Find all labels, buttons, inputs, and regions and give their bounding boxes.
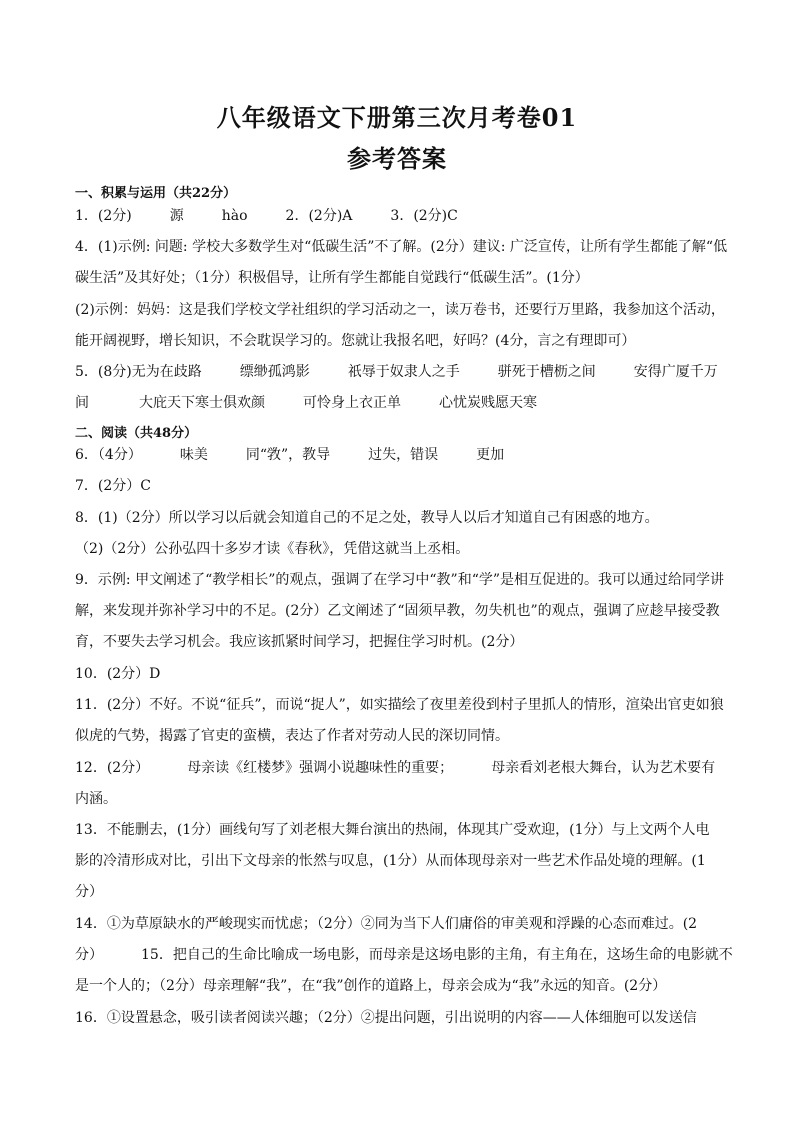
answer-1-3 xyxy=(75,206,735,226)
answer-5-row2 xyxy=(75,393,735,413)
q5-item: 心忧炭贱愿天寒 xyxy=(439,395,537,411)
answer-15-line: 是一个人的；（2分）母亲理解“我”，在“我”创作的道路上，母亲会成为“我”永远的知音。(2分） xyxy=(75,978,667,994)
q5-item: 大庇天下寒士俱欢颜 xyxy=(139,395,265,411)
q5-item: 祇辱于奴隶人之手 xyxy=(347,364,460,380)
q5-label: 5．(8分) xyxy=(75,364,132,380)
answer-9-line: 解，来发现并弥补学习中的不足。(2分）乙文阐述了“固须早教，勿失机也”的观点，强调了应趁早接受教 xyxy=(75,603,720,619)
answer-6 xyxy=(75,445,735,465)
answer-13-line: 13．不能删去，(1分）画线句写了刘老根大舞台演出的热闹，体现其广受欢迎，(1分）与上文两个人电 xyxy=(75,822,710,838)
section-heading-1: 一、积累与运用（共22分） xyxy=(75,186,237,201)
answer-5-row1 xyxy=(75,362,735,382)
q2-answer: 2．(2分)A xyxy=(285,208,353,224)
answer-7: 7．(2分）C xyxy=(75,478,151,494)
q6-item: 味美 xyxy=(179,447,208,463)
q5-item: 缥缈孤鸿影 xyxy=(239,364,310,380)
answer-16-line: 16．①设置悬念，吸引读者阅读兴趣；（2分）②提出问题，引出说明的内容——人体细胞可以发送信 xyxy=(75,1010,697,1026)
answer-9-line: 育，不要失去学习机会。我应该抓紧时间学习，把握住学习时机。(2分） xyxy=(75,634,524,650)
q12-answer-a: 母亲读《红楼梦》强调小说趣味性的重要； xyxy=(187,760,454,776)
answer-13-line: 分） xyxy=(75,884,103,900)
q5-item: 可怜身上衣正单 xyxy=(303,395,401,411)
answer-11-line: 似虎的气势，揭露了官吏的蛮横，表达了作者对劳动人民的深切同情。 xyxy=(75,728,509,744)
answer-8-line: 8．(1)（2分）所以学习以后就会知道自己的不足之处，教导人以后才知道自己有困惑的地方。 xyxy=(75,510,659,526)
q15-start: 15．把自己的生命比喻成一场电影，而母亲是这场电影的主角，有主角在，这场生命的电影就不 xyxy=(141,947,733,963)
answer-4-line: 碳生活”及其好处；（1分）积极倡导，让所有学生都能自觉践行“低碳生活”。(1分） xyxy=(75,270,589,286)
page-subtitle: 参考答案 xyxy=(347,144,447,173)
section-heading-2: 二、阅读（共48分） xyxy=(75,426,198,441)
answer-4-line: 4．(1)示例: 问题: 学校大多数学生对“低碳生活”不了解。(2分）建议: 广泛宣传，让所有学生都能了解“低 xyxy=(75,239,728,255)
q5-item: 无为在歧路 xyxy=(131,364,202,380)
answer-14-15-line xyxy=(75,945,735,965)
q12-label: 12．(2分） xyxy=(75,760,150,776)
answer-10: 10．(2分）D xyxy=(75,666,161,682)
q6-label: 6．（4分） xyxy=(75,447,142,463)
q1-label: 1．(2分) xyxy=(75,208,132,224)
q6-item: 更加 xyxy=(476,447,505,463)
q14-cont: 分） xyxy=(75,947,103,963)
answer-12 xyxy=(75,758,735,778)
answer-4-line: (2)示例：妈妈：这是我们学校文学社组织的学习活动之一，读万卷书，还要行万里路，我参加这个活动， xyxy=(75,302,725,318)
q3-answer: 3．(2分)C xyxy=(390,208,458,224)
answer-11-line: 11．(2分）不好。不说“征兵”，而说“捉人”，如实描绘了夜里差役到村子里抓人的情形，渲染出官吏如狼 xyxy=(75,697,724,713)
q5-item: 间 xyxy=(75,395,89,411)
q12-answer-b: 母亲看刘老根大舞台，认为艺术要有 xyxy=(491,760,716,776)
answer-9-line: 9．示例: 甲文阐述了“教学相长”的观点，强调了在学习中“教”和“学”是相互促进的。我可以通过给同学讲 xyxy=(75,572,725,588)
answer-8-line: （2)（2分）公孙弘四十多岁才读《春秋》，凭借这就当上丞相。 xyxy=(75,541,470,557)
q6-item: 同“敩”，教导 xyxy=(245,447,331,463)
answer-12-cont: 内涵。 xyxy=(75,791,117,807)
q5-item: 安得广厦千万 xyxy=(633,364,718,380)
page-title: 八年级语文下册第三次月考卷01 xyxy=(216,103,578,132)
q5-item: 骈死于槽枥之间 xyxy=(497,364,596,380)
answer-14-line: 14．①为草原缺水的严峻现实而忧虑；（2分）②同为当下人们庸俗的审美观和浮躁的心态而难过。(2 xyxy=(75,916,698,932)
answer-4-line: 能开阔视野，增长知识，不会耽误学习的。您就让我报名吧，好吗？(4分，言之有理即可） xyxy=(75,333,636,349)
answer-13-line: 影的冷清形成对比，引出下文母亲的怅然与叹息，(1分）从而体现母亲对一些艺术作品处境的理解。(1 xyxy=(75,853,706,869)
q1-answer-a: 源 xyxy=(169,208,184,224)
q6-item: 过失，错误 xyxy=(368,447,439,463)
q1-answer-b: hào xyxy=(221,208,248,224)
